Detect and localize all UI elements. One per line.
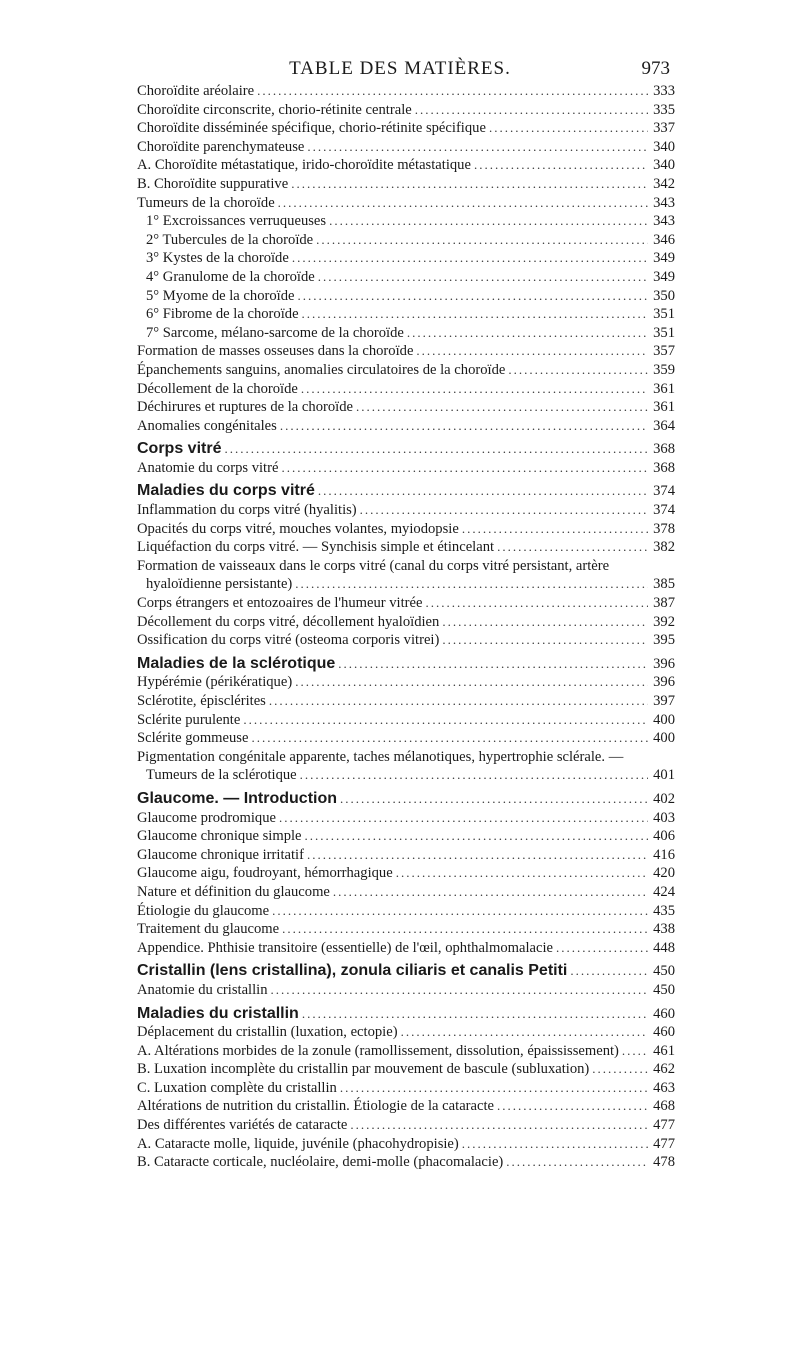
toc-entry: [137, 809, 675, 828]
dot-leader: [224, 440, 648, 459]
toc-entry-label: Maladies du cristallin: [137, 1004, 299, 1022]
toc-entry: [137, 417, 675, 436]
toc-entry: [137, 902, 675, 921]
toc-entry-line: Formation de vaisseaux dans le corps vitré (canal du corps vitré persistant, artère: [137, 557, 610, 574]
dot-leader: [425, 594, 648, 613]
toc-entry-label: B. Choroïdite suppurative: [137, 175, 289, 192]
dot-leader: [360, 501, 648, 520]
dot-leader: [340, 790, 648, 809]
dot-leader: [281, 459, 648, 478]
toc-entry: [137, 361, 675, 380]
toc-page-number: 395: [653, 632, 675, 649]
toc-page-number: 435: [653, 902, 675, 919]
toc-page-number: 351: [653, 306, 675, 323]
toc-entry-label: Des différentes variétés de cataracte: [137, 1117, 348, 1134]
dot-leader: [271, 981, 648, 1000]
dot-leader: [407, 324, 648, 343]
toc-entry-label: Ossification du corps vitré (osteoma corporis vitrei): [137, 632, 440, 649]
toc-page-number: 450: [653, 981, 675, 998]
dot-leader: [338, 655, 648, 674]
dot-leader: [340, 1079, 648, 1098]
toc-page-number: 448: [653, 939, 675, 956]
toc-entry-label: A. Cataracte molle, liquide, juvénile (phacohydropisie): [137, 1135, 459, 1152]
toc-entry-label: 5° Myome de la choroïde: [146, 287, 295, 304]
toc-entry-label: Nature et définition du glaucome: [137, 883, 330, 900]
toc-page-number: 461: [653, 1042, 675, 1059]
toc-entry: [137, 766, 675, 785]
toc-entry: [137, 1042, 675, 1061]
toc-page-number: 337: [653, 120, 675, 137]
dot-leader: [278, 194, 648, 213]
toc-entry-label: 6° Fibrome de la choroïde: [146, 306, 299, 323]
toc-entry: [137, 175, 675, 194]
dot-leader: [280, 417, 648, 436]
dot-leader: [462, 1135, 648, 1154]
toc-entry-label: A. Altérations morbides de la zonule (ramollissement, dissolution, épaississement): [137, 1042, 619, 1059]
toc-entry: [137, 520, 675, 539]
toc-page-number: 403: [653, 809, 675, 826]
dot-leader: [302, 305, 648, 324]
toc-entry-label: Anatomie du cristallin: [137, 981, 268, 998]
toc-page-number: 368: [653, 459, 675, 476]
dot-leader: [301, 380, 648, 399]
dot-leader: [592, 1060, 648, 1079]
toc-entry-line: Pigmentation congénitale apparente, taches mélanotiques, hypertrophie sclérale. —: [137, 748, 624, 765]
dot-leader: [474, 156, 648, 175]
toc-section-heading: [137, 440, 675, 459]
toc-entry-label: Corps vitré: [137, 440, 222, 458]
toc-page-number: 396: [653, 674, 675, 691]
toc-entry: [137, 1135, 675, 1154]
toc-page-number: 460: [653, 1024, 675, 1041]
dot-leader: [442, 631, 648, 650]
toc-entry: [137, 613, 675, 632]
toc-entry: [137, 501, 675, 520]
toc-page-number: 468: [653, 1098, 675, 1115]
page-title: TABLE DES MATIÈRES.: [289, 58, 511, 79]
toc-entry: [137, 575, 675, 594]
dot-leader: [508, 361, 648, 380]
toc-entry-label: Sclérotite, épisclérites: [137, 693, 266, 709]
toc-entry-label: Opacités du corps vitré, mouches volantes, myiodopsie: [137, 520, 459, 537]
toc-entry-label: Tumeurs de la sclérotique: [146, 767, 297, 784]
toc-entry-label: Épanchements sanguins, anomalies circulatoires de la choroïde: [137, 361, 506, 378]
toc-entry: [137, 1153, 675, 1172]
dot-leader: [307, 138, 648, 157]
toc-entry: [137, 538, 675, 557]
toc-entry-label: 2° Tubercules de la choroïde: [146, 231, 314, 248]
toc-page-number: 478: [653, 1154, 675, 1171]
toc-entry: [137, 287, 675, 306]
toc-page-number: 374: [653, 483, 675, 500]
toc-entry: [137, 156, 675, 175]
toc-entry-label: 4° Granulome de la choroïde: [146, 268, 315, 285]
toc-entry: [137, 846, 675, 865]
toc-entry-label: Choroïdite parenchymateuse: [137, 138, 305, 155]
toc-page-number: 406: [653, 828, 675, 845]
toc-page-number: 402: [653, 790, 675, 807]
toc-page-number: 420: [653, 865, 675, 882]
toc-entry: [137, 883, 675, 902]
dot-leader: [316, 231, 648, 250]
toc-entry-label: Glaucome aigu, foudroyant, hémorrhagique: [137, 865, 393, 882]
dot-leader: [291, 175, 648, 194]
toc-entry-label: Corps étrangers et entozoaires de l'humeur vitrée: [137, 595, 423, 612]
toc-page-number: 378: [653, 520, 675, 537]
table-of-contents: [137, 82, 675, 1172]
toc-entry-label: 1° Excroissances verruqueuses: [146, 213, 327, 230]
toc-page-number: 335: [653, 101, 675, 118]
dot-leader: [295, 673, 648, 692]
toc-entry: [137, 1060, 675, 1079]
dot-leader: [415, 101, 648, 120]
toc-entry-label: Décollement du corps vitré, décollement hyaloïdien: [137, 613, 440, 630]
toc-page-number: 364: [653, 417, 675, 434]
toc-entry-label: Glaucome chronique irritatif: [137, 846, 304, 863]
toc-entry-label: Décollement de la choroïde: [137, 380, 298, 397]
toc-entry: [137, 212, 675, 231]
dot-leader: [243, 711, 648, 730]
toc-entry-label: Formation de masses osseuses dans la choroïde: [137, 343, 414, 360]
toc-page-number: 396: [653, 655, 675, 672]
toc-entry-label: Anatomie du corps vitré: [137, 459, 279, 476]
toc-entry: [137, 324, 675, 343]
toc-section-heading: [137, 790, 675, 809]
dot-leader: [333, 883, 648, 902]
toc-page-number: 368: [653, 441, 675, 458]
toc-page-number: 397: [653, 693, 675, 709]
toc-entry-label: Liquéfaction du corps vitré. — Synchisis simple et étincelant: [137, 539, 495, 556]
toc-entry-label: Cristallin (lens cristallina), zonula ciliaris et canalis Petiti: [137, 962, 568, 980]
toc-entry: [137, 398, 675, 417]
toc-entry: [137, 711, 675, 730]
toc-entry: [137, 138, 675, 157]
toc-entry: [137, 1079, 675, 1098]
toc-entry-label: B. Luxation incomplète du cristallin par mouvement de bascule (subluxation): [137, 1061, 590, 1078]
dot-leader: [298, 287, 649, 306]
toc-entry-label: Maladies du corps vitré: [137, 482, 315, 500]
toc-entry: [137, 981, 675, 1000]
toc-entry-label: Glaucome prodromique: [137, 809, 277, 826]
toc-entry: [137, 1116, 675, 1135]
toc-page-number: 340: [653, 157, 675, 174]
toc-entry: [137, 864, 675, 883]
toc-page-number: 346: [653, 231, 675, 248]
toc-page-number: 350: [653, 287, 675, 304]
toc-entry-label: B. Cataracte corticale, nucléolaire, demi-molle (phacomalacie): [137, 1154, 504, 1171]
toc-entry: [137, 194, 675, 213]
dot-leader: [401, 1023, 648, 1042]
dot-leader: [442, 613, 648, 632]
dot-leader: [318, 482, 648, 501]
toc-entry-label: Inflammation du corps vitré (hyalitis): [137, 502, 357, 519]
toc-entry-label: 3° Kystes de la choroïde: [146, 250, 289, 267]
toc-entry: [137, 729, 675, 748]
toc-entry: [137, 231, 675, 250]
toc-entry-label: Maladies de la sclérotique: [137, 654, 336, 672]
toc-entry: [137, 342, 675, 361]
toc-entry-label: Choroïdite circonscrite, chorio-rétinite centrale: [137, 101, 412, 118]
dot-leader: [489, 119, 648, 138]
dot-leader: [305, 827, 648, 846]
toc-entry: [137, 692, 675, 711]
dot-leader: [251, 729, 648, 748]
toc-entry-label: Choroïdite aréolaire: [137, 83, 255, 99]
toc-page-number: 400: [653, 711, 675, 728]
toc-page-number: 438: [653, 921, 675, 938]
toc-page-number: 477: [653, 1117, 675, 1134]
toc-entry: [137, 119, 675, 138]
dot-leader: [416, 342, 648, 361]
toc-section-heading: [137, 1005, 675, 1024]
toc-page-number: 361: [653, 380, 675, 397]
dot-leader: [556, 939, 648, 958]
toc-page-number: 361: [653, 399, 675, 416]
toc-entry-label: Hypérémie (périkératique): [137, 674, 293, 691]
toc-entry: [137, 249, 675, 268]
toc-page-number: 382: [653, 539, 675, 556]
toc-entry-label: Déplacement du cristallin (luxation, ectopie): [137, 1024, 398, 1041]
toc-page-number: 385: [653, 576, 675, 593]
toc-page-number: 359: [653, 361, 675, 378]
toc-entry: [137, 673, 675, 692]
dot-leader: [497, 538, 648, 557]
toc-entry: [137, 631, 675, 650]
toc-entry-label: Choroïdite disséminée spécifique, chorio-rétinite spécifique: [137, 120, 486, 137]
dot-leader: [570, 962, 648, 981]
toc-entry-label: hyaloïdienne persistante): [146, 576, 293, 593]
dot-leader: [292, 249, 648, 268]
toc-page-number: 463: [653, 1079, 675, 1096]
toc-page-number: 400: [653, 730, 675, 747]
toc-page-number: 343: [653, 194, 675, 211]
dot-leader: [279, 809, 648, 828]
dot-leader: [329, 212, 648, 231]
toc-page-number: 357: [653, 343, 675, 360]
dot-leader: [462, 520, 648, 539]
toc-entry-label: Sclérite purulente: [137, 711, 241, 728]
toc-page-number: 374: [653, 502, 675, 519]
toc-page-number: 349: [653, 268, 675, 285]
dot-leader: [506, 1153, 648, 1172]
dot-leader: [622, 1042, 648, 1061]
toc-entry: [137, 305, 675, 324]
toc-page-number: 351: [653, 324, 675, 341]
toc-page-number: 416: [653, 846, 675, 863]
toc-entry-label: 7° Sarcome, mélano-sarcome de la choroïde: [146, 324, 404, 341]
toc-entry: [137, 1023, 675, 1042]
toc-page-number: 392: [653, 613, 675, 630]
toc-page-number: 340: [653, 138, 675, 155]
dot-leader: [497, 1097, 648, 1116]
dot-leader: [295, 575, 648, 594]
toc-entry-label: Traitement du glaucome: [137, 921, 280, 938]
toc-section-heading: [137, 655, 675, 674]
toc-entry-label: Étiologie du glaucome: [137, 902, 270, 919]
toc-page-number: 342: [653, 175, 675, 192]
dot-leader: [396, 864, 648, 883]
toc-entry-label: Glaucome. — Introduction: [137, 789, 338, 807]
toc-entry-label: Tumeurs de la choroïde: [137, 194, 275, 211]
toc-page-number: 333: [653, 83, 675, 99]
dot-leader: [350, 1116, 648, 1135]
toc-entry: [137, 268, 675, 287]
toc-entry-label: Déchirures et ruptures de la choroïde: [137, 399, 353, 416]
dot-leader: [282, 920, 648, 939]
toc-entry-label: Appendice. Phthisie transitoire (essentielle) de l'œil, ophthalmomalacie: [137, 939, 554, 956]
toc-entry: [137, 939, 675, 958]
toc-entry: [137, 827, 675, 846]
toc-page-number: 401: [653, 767, 675, 784]
toc-entry-label: Altérations de nutrition du cristallin. Étiologie de la cataracte: [137, 1098, 495, 1115]
dot-leader: [272, 902, 648, 921]
toc-entry: [137, 459, 675, 478]
dot-leader: [356, 398, 648, 417]
toc-entry-label: Anomalies congénitales: [137, 417, 277, 434]
toc-page-number: 450: [653, 963, 675, 980]
toc-page-number: 477: [653, 1135, 675, 1152]
toc-page-number: 462: [653, 1061, 675, 1078]
toc-entry-label: Glaucome chronique simple: [137, 828, 302, 845]
toc-entry-label: A. Choroïdite métastatique, irido-choroïdite métastatique: [137, 157, 471, 174]
toc-entry: [137, 380, 675, 399]
page-number: 973: [641, 58, 670, 79]
dot-leader: [307, 846, 648, 865]
dot-leader: [302, 1005, 648, 1024]
toc-page-number: 424: [653, 883, 675, 900]
toc-page-number: 460: [653, 1005, 675, 1022]
toc-entry: [137, 920, 675, 939]
dot-leader: [318, 268, 648, 287]
toc-section-heading: [137, 482, 675, 501]
toc-entry: [137, 594, 675, 613]
toc-entry: [137, 101, 675, 120]
dot-leader: [269, 692, 648, 711]
dot-leader: [257, 82, 648, 101]
toc-entry-label: C. Luxation complète du cristallin: [137, 1079, 337, 1096]
toc-entry: [137, 82, 675, 101]
toc-entry-label: Sclérite gommeuse: [137, 730, 249, 747]
dot-leader: [300, 766, 648, 785]
toc-page-number: 387: [653, 595, 675, 612]
toc-section-heading: [137, 962, 675, 981]
toc-entry: [137, 1097, 675, 1116]
toc-page-number: 349: [653, 250, 675, 267]
toc-page-number: 343: [653, 213, 675, 230]
